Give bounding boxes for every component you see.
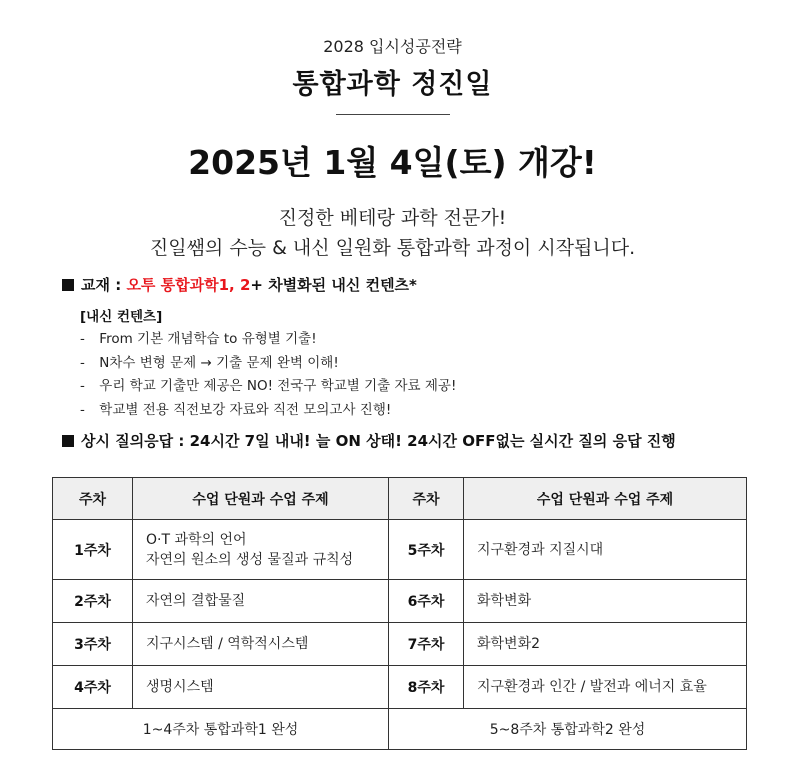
summary-cell: 1~4주차 통합과학1 완성: [53, 709, 389, 750]
topic-cell: O·T 과학의 언어 자연의 원소의 생성 물질과 규칙성: [133, 520, 389, 580]
table-header-row: [53, 478, 747, 520]
column-header-week: 주차: [389, 478, 464, 520]
title-divider: [336, 114, 450, 115]
week-cell: 7주차: [389, 623, 464, 666]
intro-line-1: 진정한 베테랑 과학 전문가!: [278, 207, 507, 229]
schedule-table: [52, 477, 747, 750]
column-header-topic: 수업 단원과 수업 주제: [464, 478, 747, 520]
opening-date: 2025년 1월 4일(토) 개강!: [188, 143, 597, 182]
intro-line-2: 진일쌤의 수능 & 내신 일원화 통합과학 과정이 시작됩니다.: [149, 237, 636, 259]
column-header-week: 주차: [53, 478, 133, 520]
square-bullet-icon: [62, 435, 74, 447]
topic-cell: 지구환경과 지질시대: [464, 520, 747, 580]
page-title: 통합과학 정진일: [292, 69, 493, 100]
internal-contents-heading: [내신 컨텐츠]: [80, 309, 163, 325]
table-row: [53, 623, 747, 666]
textbook-highlight: 오투 통합과학1, 2: [126, 276, 251, 294]
topic-cell: 지구환경과 인간 / 발전과 에너지 효율: [464, 666, 747, 709]
textbook-line: [62, 274, 417, 295]
list-item: - From 기본 개념학습 to 유형별 기출!: [80, 331, 317, 347]
internal-contents-list: [80, 329, 456, 423]
table-row: [53, 666, 747, 709]
list-item: - 학교별 전용 직전보강 자료와 직전 모의고사 진행!: [80, 401, 392, 418]
topic-cell: 화학변화2: [464, 623, 747, 666]
summary-cell: 5~8주차 통합과학2 완성: [389, 709, 747, 750]
week-cell: 1주차: [53, 520, 133, 580]
column-header-topic: 수업 단원과 수업 주제: [133, 478, 389, 520]
week-cell: 4주차: [53, 666, 133, 709]
qa-text: 상시 질의응답 : 24시간 7일 내내! 늘 ON 상태! 24시간 OFF없는 실시간 질의 응답 진행: [81, 432, 676, 450]
square-bullet-icon: [62, 279, 74, 291]
topic-cell: 생명시스템: [133, 666, 389, 709]
week-cell: 8주차: [389, 666, 464, 709]
week-cell: 2주차: [53, 580, 133, 623]
table-footer-row: [53, 709, 747, 750]
table-row: [53, 580, 747, 623]
list-item: - 우리 학교 기출만 제공은 NO! 전국구 학교별 기출 자료 제공!: [80, 378, 457, 394]
textbook-suffix: + 차별화된 내신 컨텐츠*: [250, 276, 417, 294]
week-cell: 3주차: [53, 623, 133, 666]
textbook-prefix: 교재 :: [81, 276, 127, 294]
week-cell: 5주차: [389, 520, 464, 580]
week-cell: 6주차: [389, 580, 464, 623]
list-item: - N차수 변형 문제 → 기출 문제 완벽 이해!: [80, 354, 339, 371]
topic-cell: 자연의 결합물질: [133, 580, 389, 623]
qa-line: [62, 430, 676, 451]
table-row: [53, 520, 747, 580]
topic-cell: 지구시스템 / 역학적시스템: [133, 623, 389, 666]
subtitle: 2028 입시성공전략: [323, 37, 462, 56]
topic-cell: 화학변화: [464, 580, 747, 623]
